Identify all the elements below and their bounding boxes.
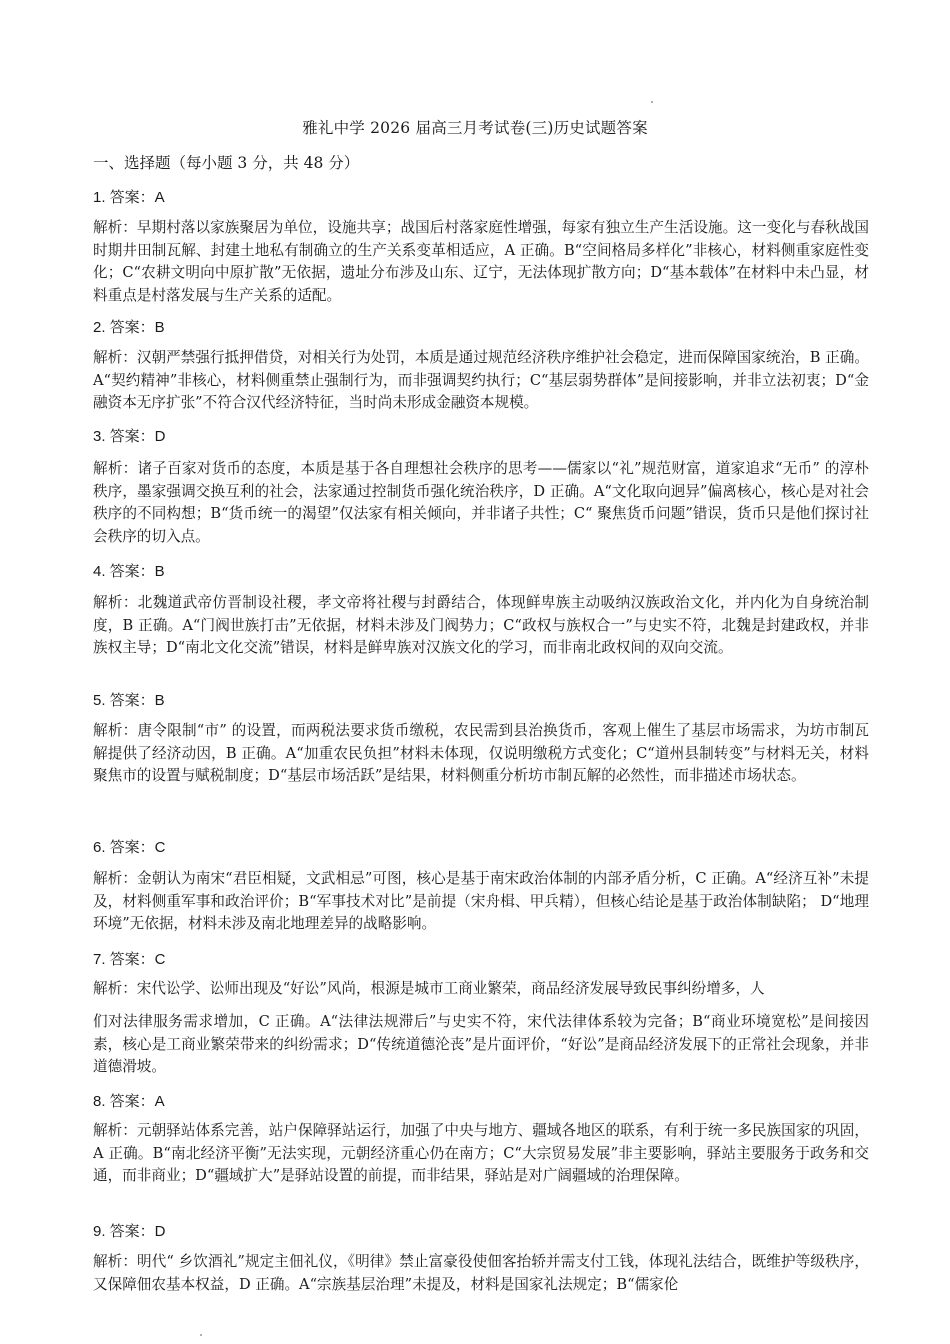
- scan-speck: [200, 1334, 202, 1336]
- section-heading: 一、选择题（每小题 3 分，共 48 分）: [93, 154, 360, 172]
- document-title: 雅礼中学 2026 届高三月考试卷(三)历史试题答案: [302, 119, 648, 137]
- explanation-5: 解析：唐令限制“市” 的设置，而两税法要求货币缴税，农民需到县治换货币，客观上催生了基层市场需求，为坊市制瓦解提供了经济动因，B 正确。A“加重农民负担”材料未体现，仅说明缴税方式变化；C“道州县制转变”与材料无关，材料聚焦市的设置与赋税制度；D“基层市场活跃”是结果，材料侧重分析坊市制瓦解的必然性，而非描述市场状态。: [93, 722, 869, 784]
- explanation-6: 解析：金朝认为南宋“君臣相疑，文武相忌”可图，核心是基于南宋政治体制的内部矛盾分析，C 正确。A“经济互补”未提及，材料侧重军事和政治评价；B“军事技术对比”是前提（宋舟楫、甲兵精），但核心结论是基于政治体制缺陷； D“地理环境”无依据，材料未涉及南北地理差异的战略影响。: [93, 870, 869, 932]
- explanation-9: 解析：明代“ 乡饮酒礼”规定主佃礼仪，《明律》禁止富豪役使佃客抬轿并需支付工钱，体现礼法结合，既维护等级秩序，又保障佃农基本权益，D 正确。A“宗族基层治理”未提及，材料是国家礼法规定；B“儒家伦: [93, 1253, 869, 1293]
- answer-1: 1. 答案：A: [93, 189, 165, 206]
- explanation-4: 解析：北魏道武帝仿晋制设社稷，孝文帝将社稷与封爵结合，体现鲜卑族主动吸纳汉族政治文化，并内化为自身统治制度，B 正确。A“门阀世族打击”无依据，材料未涉及门阀势力；C“政权与族权合一”与史实不符，北魏是封建政权，并非族权主导；D“南北文化交流”错误，材料是鲜卑族对汉族文化的学习，而非南北政权间的双向交流。: [93, 594, 869, 656]
- answer-5: 5. 答案：B: [93, 692, 165, 709]
- explanation-7a: 解析：宋代讼学、讼师出现及“好讼”风尚，根源是城市工商业繁荣，商品经济发展导致民事纠纷增多，人: [93, 980, 765, 997]
- explanation-7b: 们对法律服务需求增加，C 正确。A“法律法规滞后”与史实不符，宋代法律体系较为完备；B“商业环境宽松”是间接因素，核心是工商业繁荣带来的纠纷需求；D“传统道德沦丧”是片面评价，“好讼”是商品经济发展下的正常社会现象，并非道德滑坡。: [93, 1013, 869, 1075]
- explanation-3: 解析：诸子百家对货币的态度，本质是基于各自理想社会秩序的思考——儒家以“礼”规范财富，道家追求“无币” 的淳朴秩序，墨家强调交换互利的社会，法家通过控制货币强化统治秩序，D 正确。A“文化取向迥异”偏离核心，核心是对社会秩序的不同构想；B“货币统一的渴望”仅法家有相关倾向，并非诸子共性；C“ 聚焦货币问题”错误，货币只是他们探讨社会秩序的切入点。: [93, 460, 869, 545]
- answer-4: 4. 答案：B: [93, 563, 165, 580]
- explanation-2: 解析：汉朝严禁强行抵押借贷，对相关行为处罚，本质是通过规范经济秩序维护社会稳定，进而保障国家统治，B 正确。A“契约精神”非核心，材料侧重禁止强制行为，而非强调契约执行；C“基层弱势群体”是间接影响，并非立法初衷；D“金融资本无序扩张”不符合汉代经济特征，当时尚未形成金融资本规模。: [93, 349, 869, 411]
- answer-8: 8. 答案：A: [93, 1093, 165, 1110]
- answer-9: 9. 答案：D: [93, 1223, 166, 1240]
- explanation-8: 解析：元朝驿站体系完善，站户保障驿站运行，加强了中央与地方、疆域各地区的联系，有利于统一多民族国家的巩固，A 正确。B“南北经济平衡”无法实现，元朝经济重心仍在南方；C“大宗贸易发展”非主要影响，驿站主要服务于政务和交通，而非商业；D“疆域扩大”是驿站设置的前提，而非结果，驿站是对广阔疆域的治理保障。: [93, 1122, 869, 1184]
- answer-3: 3. 答案：D: [93, 428, 166, 445]
- answer-6: 6. 答案：C: [93, 839, 166, 856]
- scan-speck: [651, 101, 653, 103]
- answer-2: 2. 答案：B: [93, 319, 165, 336]
- answer-7: 7. 答案：C: [93, 951, 166, 968]
- explanation-1: 解析：早期村落以家族聚居为单位，设施共享；战国后村落家庭性增强，每家有独立生产生活设施。这一变化与春秋战国时期井田制瓦解、封建土地私有制确立的生产关系变革相适应，A 正确。B“空间格局多样化”非核心，材料侧重家庭性变化；C“农耕文明向中原扩散”无依据，遗址分布涉及山东、辽宁，无法体现扩散方向；D“基本载体”在材料中未凸显，材料重点是村落发展与生产关系的适配。: [93, 219, 869, 304]
